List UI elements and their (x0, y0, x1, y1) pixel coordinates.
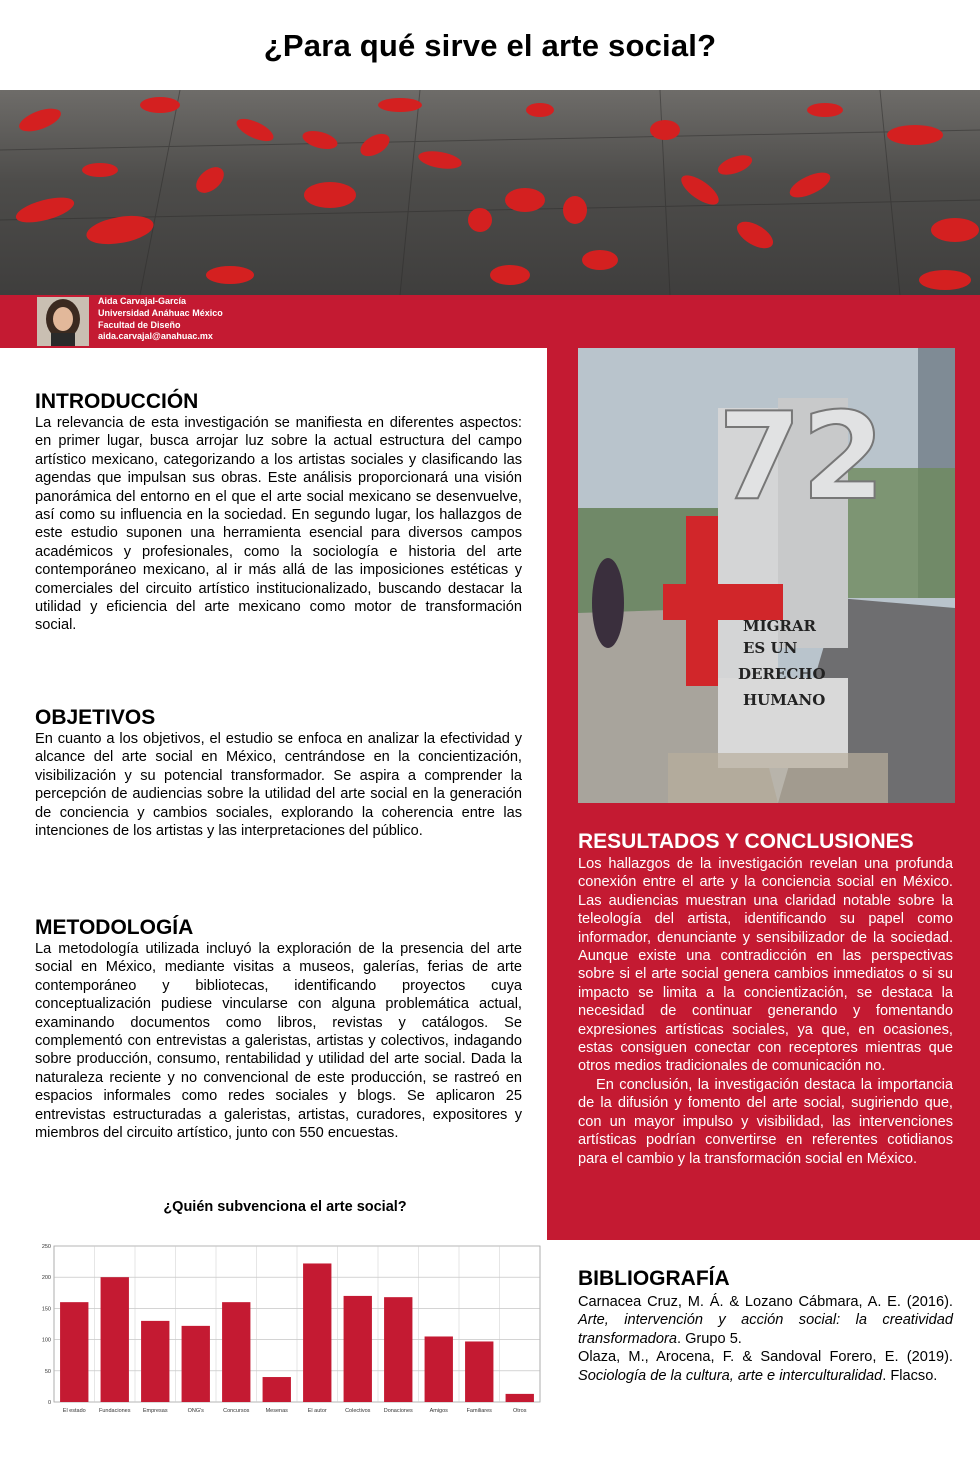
sign-line-2: ES UN (743, 639, 798, 657)
chart-xtick-label: ONG's (187, 1408, 204, 1414)
author-name: Aida Carvajal-García (98, 296, 187, 306)
reference-1-title: Arte, intervención y acción social: la creatividad transformadora (578, 1312, 953, 1347)
chart-xtick-label: Otros (513, 1408, 527, 1414)
chart-bar-colectivos (344, 1296, 372, 1402)
funding-bar-chart (32, 1238, 544, 1418)
sign-line-3: DERECHO (738, 665, 826, 683)
sign-line-1: MIGRAR (743, 617, 817, 635)
metodologia-heading: METODOLOGÍA (35, 916, 194, 939)
chart-ytick-label: 100 (41, 1337, 51, 1344)
reference-1 (578, 1293, 953, 1348)
chart-ytick-label: 50 (44, 1368, 51, 1375)
chart-bar-fundaciones (101, 1277, 129, 1402)
reference-2-authors: Olaza, M., Arocena, F. & Sandoval Forero, E. (2019). (578, 1349, 953, 1366)
chart-bar-concursos (222, 1302, 250, 1402)
chart-xtick-label: El estado (62, 1408, 86, 1414)
chart-bar-donaciones (384, 1297, 412, 1402)
chart-xtick-label: Mesenas (265, 1408, 288, 1414)
page-title: ¿Para qué sirve el arte social? (263, 28, 717, 63)
author-university: Universidad Anáhuac México (98, 307, 223, 318)
chart-bar-otros (506, 1394, 534, 1402)
resultados-text (578, 855, 953, 1168)
objetivos-text (35, 730, 522, 840)
chart-xtick-label: Empresas (142, 1408, 168, 1414)
reference-1-publisher: . Grupo 5. (676, 1330, 742, 1347)
sculpture-number: 72 (718, 388, 885, 527)
chart-ytick-label: 200 (41, 1275, 51, 1282)
bibliografia-heading: BIBLIOGRAFÍA (578, 1267, 730, 1290)
author-faculty: Facultad de Diseño (98, 319, 181, 330)
objetivos-heading: OBJETIVOS (35, 706, 156, 729)
introduccion-heading: INTRODUCCIÓN (35, 390, 199, 413)
chart-xtick-label: El autor (307, 1408, 327, 1414)
chart-bar-amigos (425, 1336, 453, 1402)
introduccion-paragraph: La relevancia de esta investigación se manifiesta en diferentes aspectos: en primer lugar, busca arrojar luz sobre la actual estructura del campo artístico mexicano, categorizando a los artistas sociales y clasificando las agendas que impulsan sus obras. Este análisis proporcionará una visión panorámica del entorno en el que el arte social mexicano se desenvuelve, así como su influencia en la sociedad. En segundo lugar, los hallazgos de este estudio suponen una herramienta esencial para diversos campos académicos y profesionales, como la sociología e historia del arte contemporáneo mexicano, al ir más allá de las imposiciones estéticas y comerciales del circuito artístico institucionalizado, buscando destacar la utilidad y eficiencia del arte mexicano como motor de transformación social. (35, 415, 522, 634)
header-photo-red-shoes (0, 90, 980, 295)
chart-xtick-label: Fundaciones (99, 1408, 131, 1414)
chart-ytick-label: 0 (47, 1400, 51, 1406)
resultados-heading: RESULTADOS Y CONCLUSIONES (578, 830, 914, 853)
reference-2 (578, 1348, 953, 1385)
reference-2-title: Sociología de la cultura, arte e interculturalidad (578, 1367, 883, 1384)
sculpture-photo (578, 348, 955, 803)
author-band (0, 295, 980, 348)
resultados-paragraph-2: En conclusión, la investigación destaca la importancia de la difusión y fomento del arte social, sugiriendo que, con un mayor impulso y visibilidad, las intervenciones artísticas podrían convertirse en referentes cotidianos para el cambio y la transformación social en México. (578, 1076, 953, 1167)
bibliografia-list (578, 1293, 953, 1385)
author-email[interactable]: aida.carvajal@anahuac.mx (98, 331, 213, 342)
red-shoes-illustration (0, 90, 980, 295)
chart-ytick-label: 150 (41, 1306, 51, 1313)
chart-bar-empresas (141, 1321, 169, 1402)
objetivos-paragraph: En cuanto a los objetivos, el estudio se enfoca en analizar la efectividad y alcance del arte social en México, centrándose en la concientización, visibilización y su potencial transformador. Se aspira a comprender la percepción de audiencias sobre la utilidad del arte social en la generación de conciencia y cambios sociales, explorando la coherencia entre las intenciones de los artistas y las interpretaciones del público. (35, 731, 522, 840)
introduccion-text (35, 414, 522, 635)
chart-xtick-label: Colectivos (345, 1408, 371, 1414)
metodologia-text (35, 940, 522, 1142)
chart-xtick-label: Donaciones (383, 1408, 413, 1414)
author-avatar (37, 297, 89, 346)
chart-ytick-label: 250 (41, 1244, 51, 1250)
chart-title: ¿Quién subvenciona el arte social? (163, 1199, 407, 1215)
chart-bar-el-autor (303, 1263, 331, 1402)
author-info (98, 296, 223, 343)
chart-bar-mesenas (263, 1377, 291, 1402)
chart-xtick-label: Familiares (466, 1408, 492, 1414)
resultados-paragraph-1: Los hallazgos de la investigación revelan una profunda conexión entre el arte y la conciencia social en México. Las audiencias muestran una claridad notable sobre la teleología del artista, identificando su papel como informador, denunciante y sensibilizador de la sociedad. Aunque existe una contradicción en las perspectivas sobre si el arte social genera cambios inmediatos o si su impacto se limita a la concientización, se destaca la necesidad de continuar generando y fomentando expresiones artísticas sociales, ya que, en ocasiones, estas consiguen conectar con receptores mientras que otros medios tradicionales de comunicación no. (578, 856, 953, 1075)
chart-svg (32, 1238, 544, 1418)
reference-2-publisher: . Flacso. (882, 1367, 938, 1384)
chart-xtick-label: Amigos (429, 1408, 448, 1414)
chart-xtick-label: Concursos (223, 1408, 250, 1414)
metodologia-paragraph: La metodología utilizada incluyó la exploración de la presencia del arte social en México, mediante visitas a museos, galerías, ferias de arte contemporáneo y bibliotecas, identificando proyectos cuya conceptualización pudiese vincularse con alguna problemática actual, examinando documentos como libros, revistas y catálogos. Se complementó con entrevistas a galeristas, artistas y colectivos, indagando sobre producción, consumo, rentabilidad y utilidad del arte social. Dada la naturaleza reciente y no convencional de este producción, se rastreó en espacios informales como redes sociales y blogs. Se aplicaron 25 entrevistas estructuradas a galeristas, artistas, curadores, expositores y miembros del circuito artístico, junto con 550 encuestas. (35, 941, 522, 1142)
chart-bar-ong-s (182, 1326, 210, 1402)
sign-line-4: HUMANO (743, 691, 826, 709)
chart-bar-familiares (465, 1341, 493, 1402)
reference-1-authors: Carnacea Cruz, M. Á. & Lozano Cábmara, A. E. (2016). (578, 1294, 953, 1310)
chart-bar-el-estado (60, 1302, 88, 1402)
